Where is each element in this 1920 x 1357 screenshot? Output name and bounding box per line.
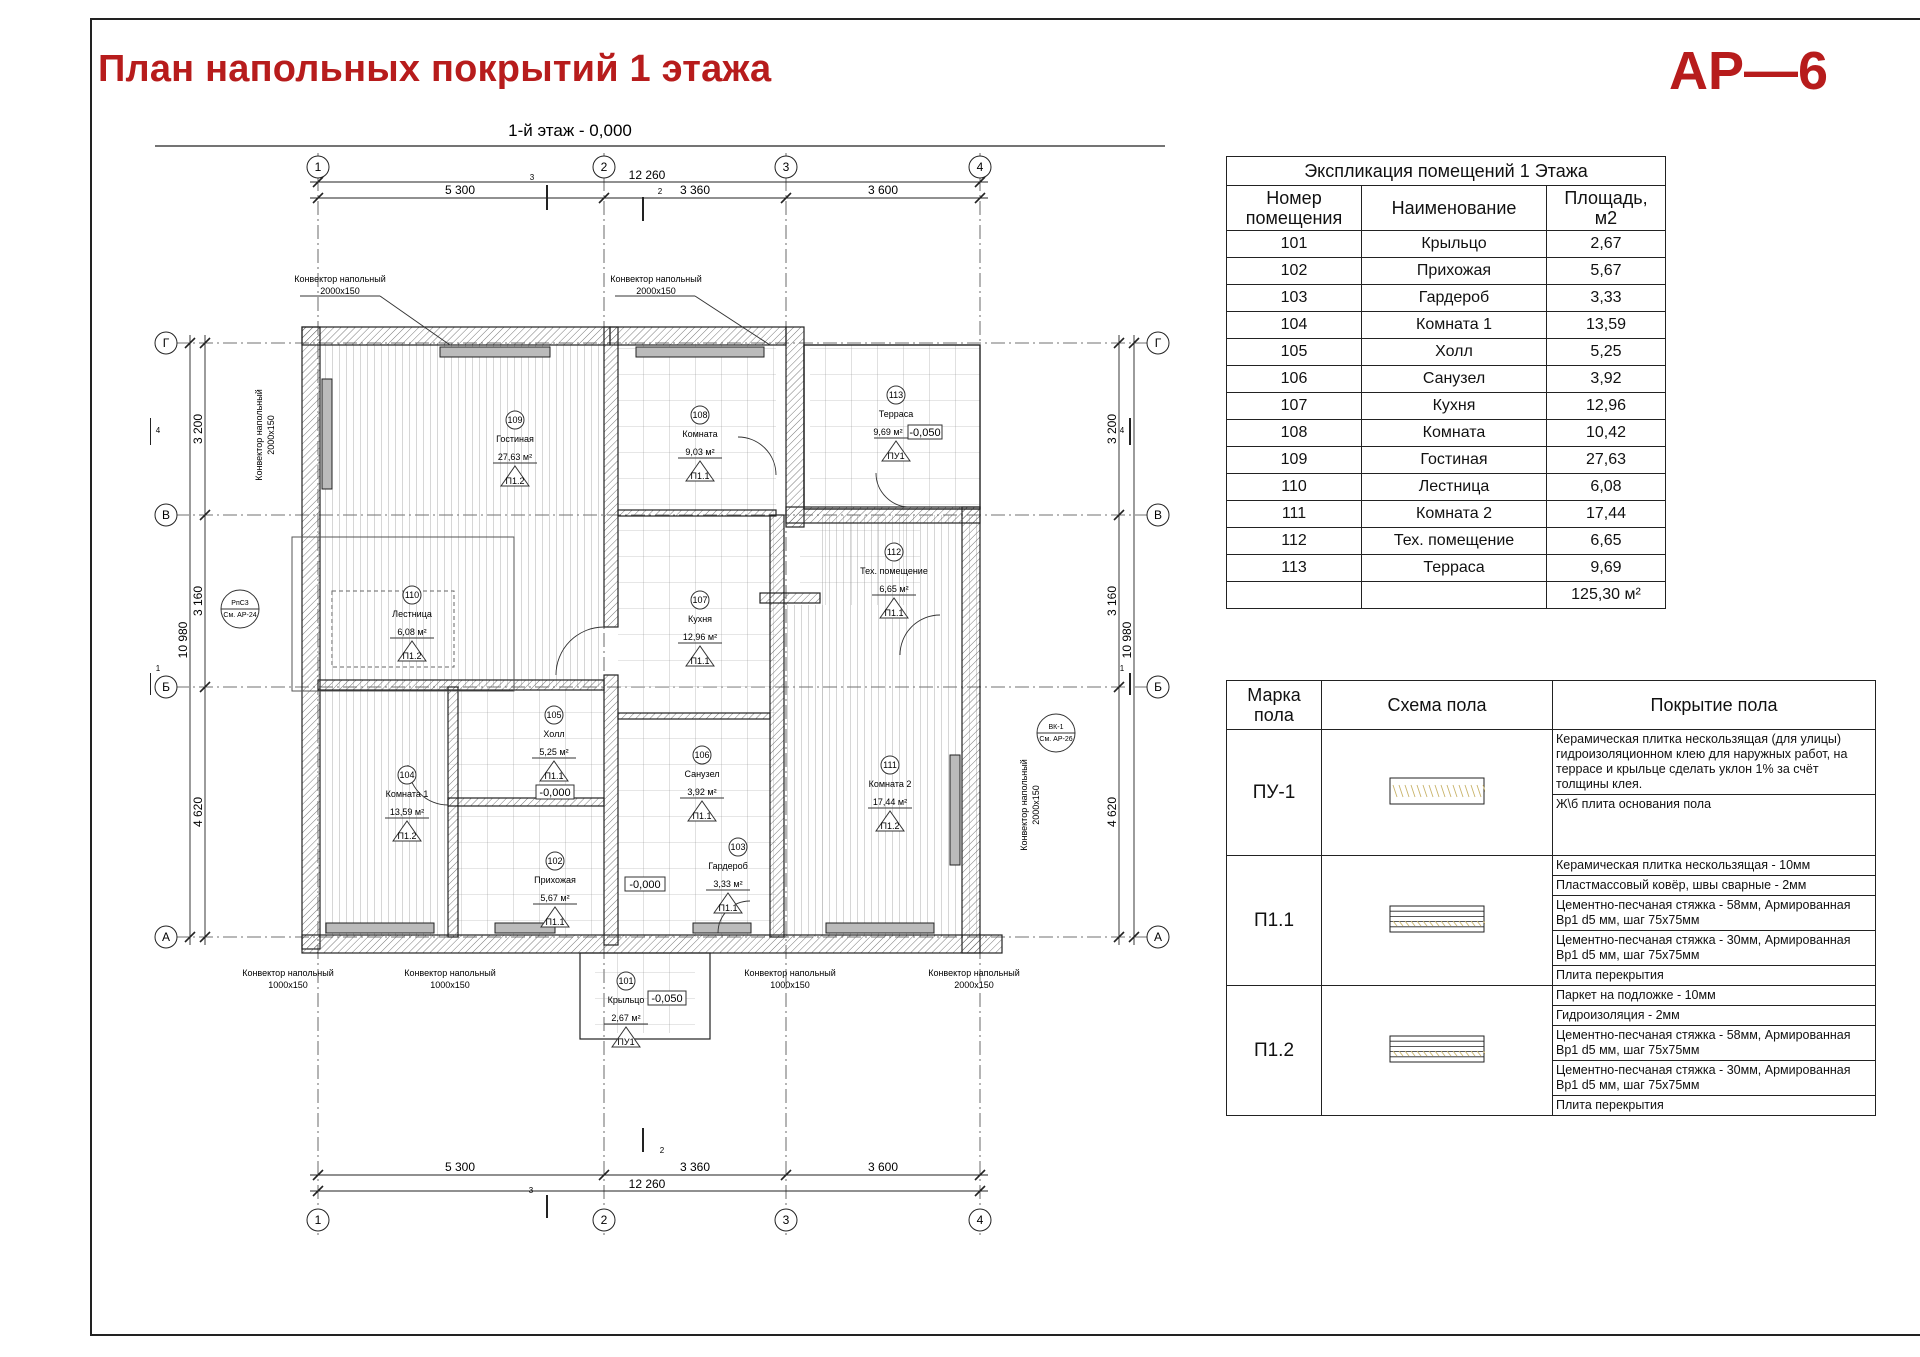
room-111-area: 17,44 м² xyxy=(872,797,908,807)
conv-2-size: 2000x150 xyxy=(636,286,676,296)
expl-cell-name: Гардероб xyxy=(1362,285,1547,312)
floor-plan xyxy=(150,115,1170,1265)
expl-cell-name: Тех. помещение xyxy=(1362,528,1547,555)
expl-row xyxy=(1227,501,1666,528)
axis-3-bottom: 3 xyxy=(782,1213,790,1227)
expl-cell-name: Комната 2 xyxy=(1362,501,1547,528)
section-mark-2b: 2 xyxy=(659,1146,665,1155)
expl-cell-number: 107 xyxy=(1227,393,1362,420)
floor-header-scheme: Схема пола xyxy=(1322,681,1553,730)
dim-left-total: 10 980 xyxy=(176,621,190,659)
axis-4-top: 4 xyxy=(976,160,984,174)
expl-cell-area: 6,65 xyxy=(1547,528,1666,555)
room-109-name: Гостиная xyxy=(496,434,534,444)
room-112-floor: П1.1 xyxy=(884,608,904,618)
room-106-area: 3,92 м² xyxy=(687,787,717,797)
room-106-name: Санузел xyxy=(684,769,720,779)
room-104-num: 104 xyxy=(399,770,415,780)
room-108-area: 9,03 м² xyxy=(685,447,715,457)
room-111-num: 111 xyxy=(883,760,897,770)
dim-right-1: 3 200 xyxy=(1105,413,1119,445)
axis-4-bottom: 4 xyxy=(976,1213,984,1227)
ref-1-sheet: См. АР-24 xyxy=(223,612,257,619)
room-103-num: 103 xyxy=(730,842,746,852)
room-112-area: 6,65 м² xyxy=(879,584,909,594)
room-107-num: 107 xyxy=(692,595,708,605)
axis-V-left: В xyxy=(161,508,171,522)
room-101-num: 101 xyxy=(618,976,634,986)
room-110-area: 6,08 м² xyxy=(397,627,427,637)
expl-cell-name: Прихожая xyxy=(1362,258,1547,285)
expl-cell-area: 12,96 xyxy=(1547,393,1666,420)
room-102-area: 5,67 м² xyxy=(540,893,570,903)
section-mark-1: 1 xyxy=(155,664,161,673)
expl-cell-area: 17,44 xyxy=(1547,501,1666,528)
ref-2-code: ВК-1 xyxy=(1048,724,1064,731)
conv-8-size: 2000x150 xyxy=(1031,785,1041,825)
dim-right-total: 10 980 xyxy=(1120,621,1134,659)
room-109-area: 27,63 м² xyxy=(497,452,533,462)
room-101-area: 2,67 м² xyxy=(611,1013,641,1023)
expl-cell-area: 27,63 xyxy=(1547,447,1666,474)
room-106-num: 106 xyxy=(694,750,710,760)
room-103-floor: П1.1 xyxy=(718,903,738,913)
expl-row xyxy=(1227,366,1666,393)
dim-left-3: 4 620 xyxy=(191,796,205,828)
expl-cell-name: Комната xyxy=(1362,420,1547,447)
room-113-floor: ПУ1 xyxy=(887,451,905,461)
floor-header-cover: Покрытие пола xyxy=(1553,681,1876,730)
conv-8-name: Конвектор напольный xyxy=(1019,759,1029,851)
expl-cell-name: Терраса xyxy=(1362,555,1547,582)
expl-row xyxy=(1227,231,1666,258)
floor-layer: Керамическая плитка нескользящая (для улицы) гидроизоляционном клею для наружных работ, на террасе и крыльце сделать уклон 1% за счёт толщины клея. xyxy=(1553,730,1875,795)
floor-mark: П1.1 xyxy=(1227,856,1322,986)
axis-V-right: В xyxy=(1153,508,1163,522)
room-105-name: Холл xyxy=(543,729,565,739)
expl-header-number: Номер помещения xyxy=(1227,186,1362,231)
ref-2-sheet: См. АР-26 xyxy=(1039,736,1073,743)
room-103-name: Гардероб xyxy=(708,861,748,871)
expl-cell-area: 5,25 xyxy=(1547,339,1666,366)
room-102-floor: П1.1 xyxy=(545,917,565,927)
dim-top-total: 12 260 xyxy=(628,168,666,182)
conv-2-name: Конвектор напольный xyxy=(610,274,702,284)
expl-cell-name: Комната 1 xyxy=(1362,312,1547,339)
expl-cell-area: 6,08 xyxy=(1547,474,1666,501)
room-105-level: -0,000 xyxy=(539,787,571,799)
floor-layer: Цементно-песчаная стяжка - 58мм, Армированная Вр1 d5 мм, шаг 75х75мм xyxy=(1553,896,1875,931)
expl-header-name: Наименование xyxy=(1362,186,1547,231)
floor-type-row xyxy=(1227,856,1876,986)
floor-type-row xyxy=(1227,986,1876,1116)
expl-row xyxy=(1227,285,1666,312)
dim-bottom-2: 3 360 xyxy=(679,1160,711,1174)
axis-1-bottom: 1 xyxy=(314,1213,322,1227)
expl-cell-name: Холл xyxy=(1362,339,1547,366)
ref-1-code: РпС3 xyxy=(231,600,249,607)
level-extra: -0,000 xyxy=(629,879,661,891)
expl-cell-name: Крыльцо xyxy=(1362,231,1547,258)
room-101-name: Крыльцо xyxy=(607,995,645,1005)
room-108-num: 108 xyxy=(692,410,708,420)
section-mark-2: 2 xyxy=(657,187,663,196)
section-mark-4: 4 xyxy=(155,426,161,435)
axis-B-right: Б xyxy=(1154,680,1162,694)
room-107-floor: П1.1 xyxy=(690,656,710,666)
dim-bottom-3: 3 600 xyxy=(867,1160,899,1174)
expl-cell-number: 109 xyxy=(1227,447,1362,474)
floor-layer: Ж\б плита основания пола xyxy=(1556,797,1712,811)
room-109-num: 109 xyxy=(507,415,523,425)
expl-row xyxy=(1227,420,1666,447)
dim-top-3: 3 600 xyxy=(867,183,899,197)
room-102-name: Прихожая xyxy=(534,875,576,885)
room-112-num: 112 xyxy=(886,547,902,557)
axis-A-right: А xyxy=(1153,930,1163,944)
room-106-floor: П1.1 xyxy=(692,811,712,821)
room-111-name: Комната 2 xyxy=(868,779,912,789)
conv-7-size: 2000x150 xyxy=(954,980,994,990)
expl-row xyxy=(1227,339,1666,366)
room-110-floor: П1.2 xyxy=(402,651,422,661)
room-113-level: -0,050 xyxy=(909,427,941,439)
axis-bubbles-left xyxy=(155,332,177,948)
axis-G-right: Г xyxy=(1154,336,1162,350)
room-104-floor: П1.2 xyxy=(397,831,417,841)
dim-left-2: 3 160 xyxy=(191,585,205,617)
expl-cell-area: 9,69 xyxy=(1547,555,1666,582)
floor-layer: Цементно-песчаная стяжка - 30мм, Армированная Вр1 d5 мм, шаг 75х75мм xyxy=(1553,931,1875,966)
conv-6-name: Конвектор напольный xyxy=(744,968,836,978)
floor-header-mark: Марка пола xyxy=(1227,681,1322,730)
room-112-name: Тех. помещение xyxy=(860,566,928,576)
expl-cell-number: 111 xyxy=(1227,501,1362,528)
room-111-floor: П1.2 xyxy=(880,821,900,831)
axis-1-top: 1 xyxy=(314,160,322,174)
level-label: 1-й этаж - 0,000 xyxy=(508,121,632,140)
floor-scheme-drawing xyxy=(1389,905,1485,933)
expl-cell-number: 106 xyxy=(1227,366,1362,393)
expl-cell-number: 112 xyxy=(1227,528,1362,555)
floor-types-table xyxy=(1226,680,1876,1116)
dim-top-2: 3 360 xyxy=(679,183,711,197)
expl-cell-number: 102 xyxy=(1227,258,1362,285)
room-109-floor: П1.2 xyxy=(505,476,525,486)
explication-table xyxy=(1226,156,1666,609)
dims-bottom xyxy=(310,1160,988,1196)
floor-layer: Пластмассовый ковёр, швы сварные - 2мм xyxy=(1553,876,1875,896)
floor-scheme-drawing xyxy=(1389,777,1485,805)
axis-A-left: А xyxy=(161,930,171,944)
room-105-area: 5,25 м² xyxy=(539,747,569,757)
floor-mark: П1.2 xyxy=(1227,986,1322,1116)
room-108-name: Комната xyxy=(682,429,718,439)
floor-layer: Цементно-песчаная стяжка - 30мм, Армированная Вр1 d5 мм, шаг 75х75мм xyxy=(1553,1061,1875,1096)
expl-cell-area: 3,92 xyxy=(1547,366,1666,393)
expl-cell-name: Санузел xyxy=(1362,366,1547,393)
axis-2-bottom: 2 xyxy=(600,1213,608,1227)
expl-cell-area: 2,67 xyxy=(1547,231,1666,258)
dim-bottom-total: 12 260 xyxy=(628,1177,666,1191)
sheet-title: План напольных покрытий 1 этажа xyxy=(98,48,772,90)
floor-mark: ПУ-1 xyxy=(1227,730,1322,856)
room-107-area: 12,96 м² xyxy=(682,632,718,642)
room-113-num: 113 xyxy=(888,390,904,400)
dim-bottom-1: 5 300 xyxy=(444,1160,476,1174)
expl-row xyxy=(1227,393,1666,420)
room-113-area: 9,69 м² xyxy=(873,427,903,437)
floor-layers xyxy=(1553,856,1876,986)
conv-5-name: Конвектор напольный xyxy=(404,968,496,978)
floor-layer: Гидроизоляция - 2мм xyxy=(1553,1006,1875,1026)
explication-rows xyxy=(1227,231,1666,582)
floor-layer: Плита перекрытия xyxy=(1556,968,1664,982)
room-110-num: 110 xyxy=(404,590,420,600)
expl-cell-area: 5,67 xyxy=(1547,258,1666,285)
dims-left xyxy=(176,335,210,945)
expl-header-area: Площадь, м2 xyxy=(1547,186,1666,231)
room-105-floor: П1.1 xyxy=(544,771,564,781)
expl-cell-name: Лестница xyxy=(1362,474,1547,501)
floor-layer: Паркет на подложке - 10мм xyxy=(1553,986,1875,1006)
expl-cell-name: Гостиная xyxy=(1362,447,1547,474)
expl-cell-name: Кухня xyxy=(1362,393,1547,420)
axis-G-left: Г xyxy=(162,336,170,350)
conv-3-size: 2000x150 xyxy=(266,415,276,455)
room-102-num: 102 xyxy=(547,856,563,866)
floor-scheme-drawing xyxy=(1389,1035,1485,1063)
expl-row xyxy=(1227,528,1666,555)
room-101-floor: ПУ1 xyxy=(617,1037,635,1047)
floor-type-rows xyxy=(1227,730,1876,1116)
floor-scheme xyxy=(1322,730,1553,856)
section-mark-3: 3 xyxy=(529,173,535,182)
axis-2-top: 2 xyxy=(600,160,608,174)
section-mark-3b: 3 xyxy=(528,1186,534,1195)
axis-B-left: Б xyxy=(162,680,170,694)
dim-right-3: 4 620 xyxy=(1105,796,1119,828)
conv-4-name: Конвектор напольный xyxy=(242,968,334,978)
floor-type-row xyxy=(1227,730,1876,856)
floor-layer: Плита перекрытия xyxy=(1556,1098,1664,1112)
expl-total-row xyxy=(1227,582,1666,609)
expl-cell-number: 110 xyxy=(1227,474,1362,501)
floor-layer: Цементно-песчаная стяжка - 58мм, Армированная Вр1 d5 мм, шаг 75х75мм xyxy=(1553,1026,1875,1061)
conv-6-size: 1000x150 xyxy=(770,980,810,990)
expl-row xyxy=(1227,555,1666,582)
expl-row xyxy=(1227,258,1666,285)
room-104-area: 13,59 м² xyxy=(389,807,425,817)
expl-cell-number: 104 xyxy=(1227,312,1362,339)
floor-scheme xyxy=(1322,856,1553,986)
floor-scheme xyxy=(1322,986,1553,1116)
room-101-level: -0,050 xyxy=(651,993,683,1005)
floor-layer: Керамическая плитка нескользящая - 10мм xyxy=(1553,856,1875,876)
room-113-name: Терраса xyxy=(878,409,914,419)
conv-3-name: Конвектор напольный xyxy=(254,389,264,481)
expl-cell-number: 105 xyxy=(1227,339,1362,366)
dim-top-1: 5 300 xyxy=(444,183,476,197)
expl-cell-number: 108 xyxy=(1227,420,1362,447)
expl-cell-number: 113 xyxy=(1227,555,1362,582)
expl-cell-area: 3,33 xyxy=(1547,285,1666,312)
conv-4-size: 1000x150 xyxy=(268,980,308,990)
floor-layers xyxy=(1553,986,1876,1116)
section-mark-1b: 1 xyxy=(1119,664,1125,673)
expl-row xyxy=(1227,474,1666,501)
expl-total: 125,30 м² xyxy=(1547,582,1666,609)
room-108-floor: П1.1 xyxy=(690,471,710,481)
floor-layers xyxy=(1553,730,1876,856)
room-103-area: 3,33 м² xyxy=(713,879,743,889)
conv-1-name: Конвектор напольный xyxy=(294,274,386,284)
dim-right-2: 3 160 xyxy=(1105,585,1119,617)
dims-top xyxy=(310,168,988,203)
conv-5-size: 1000x150 xyxy=(430,980,470,990)
section-mark-4b: 4 xyxy=(1119,426,1125,435)
explication-caption: Экспликация помещений 1 Этажа xyxy=(1227,157,1666,186)
conv-1-size: 2000x150 xyxy=(320,286,360,296)
room-107-name: Кухня xyxy=(687,614,713,624)
axis-bubbles-bottom xyxy=(307,1209,991,1231)
dim-left-1: 3 200 xyxy=(191,413,205,445)
expl-cell-area: 13,59 xyxy=(1547,312,1666,339)
axis-3-top: 3 xyxy=(782,160,790,174)
conv-7-name: Конвектор напольный xyxy=(928,968,1020,978)
expl-row xyxy=(1227,312,1666,339)
expl-cell-number: 101 xyxy=(1227,231,1362,258)
sheet-code: АР—6 xyxy=(1668,41,1828,101)
expl-cell-number: 103 xyxy=(1227,285,1362,312)
room-104-name: Комната 1 xyxy=(385,789,429,799)
expl-row xyxy=(1227,447,1666,474)
expl-cell-area: 10,42 xyxy=(1547,420,1666,447)
room-110-name: Лестница xyxy=(392,609,432,619)
axis-bubbles-right xyxy=(1147,332,1169,948)
room-105-num: 105 xyxy=(546,710,562,720)
